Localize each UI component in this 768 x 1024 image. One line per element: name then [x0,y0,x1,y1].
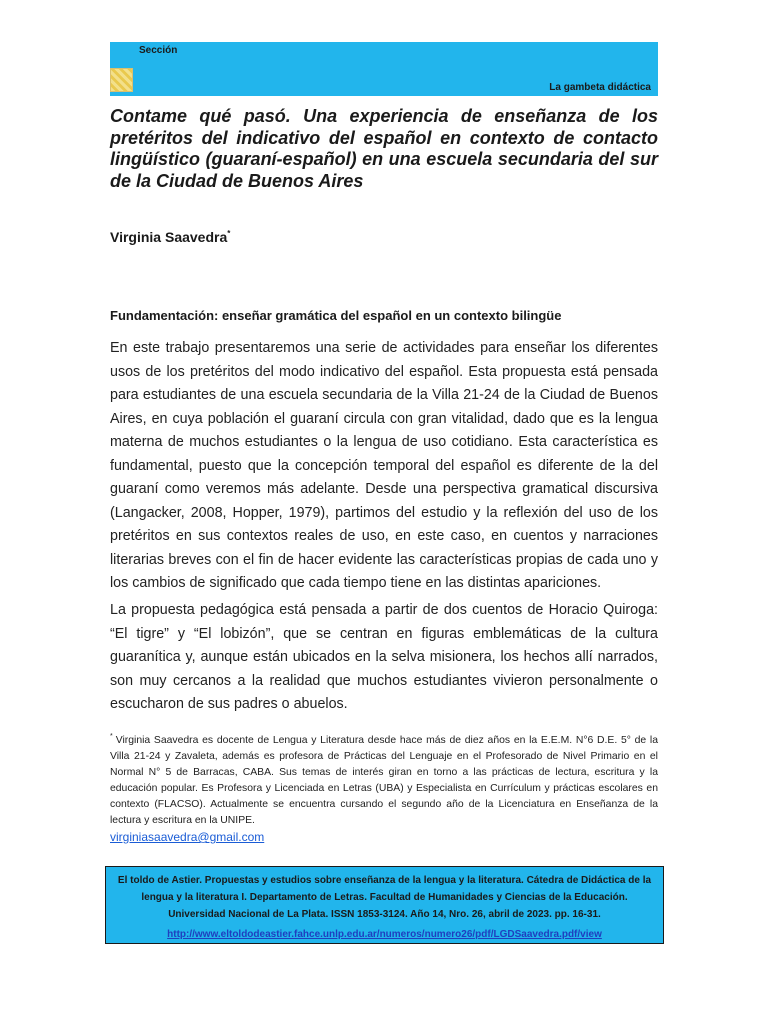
author-name [110,229,230,245]
citation-box [105,866,664,944]
article-url-link[interactable]: http://www.eltoldodeastier.fahce.unlp.edu.ar/numeros/numero26/pdf/LGDSaavedra.pdf/view [167,929,602,940]
author-name-text: Virginia Saavedra [110,229,228,245]
author-footnote [110,729,658,847]
author-email-link[interactable]: virginiasaavedra@gmail.com [110,830,265,844]
section-header-bar [110,42,658,96]
body-paragraph: En este trabajo presentaremos una serie de actividades para enseñar los diferentes usos de los pretéritos del modo indicativo del español. Esta propuesta está pensada para estudiantes de una escuela secundaria de la Villa 21-24 de la Ciudad de Buenos Aires, en cuya población el guaraní circula con gran vitalidad, dado que es la lengua materna de muchos estudiantes o la lengua de uso cotidiano. Esta característica es fundamental, puesto que la concepción temporal del español es diferente de la del guaraní como veremos más adelante. Desde una perspectiva gramatical discursiva (Langacker, 2008, Hopper, 1979), partimos del estudio y la reflexión del uso de los pretéritos en sus contextos reales de uso, en este caso, en cuentos y narraciones literarias breves con el fin de hacer evidente las características propias de cada uno y los cambios de significado que cada tiempo tiene en las distintas apariciones. [110,340,658,591]
body-paragraph: La propuesta pedagógica está pensada a partir de dos cuentos de Horacio Quiroga: “El tigre” y “El lobizón”, que se centran en figuras emblemáticas de la cultura guaranítica y, aunque están ubicados en la selva misionera, los hechos allí narrados, son muy cercanos a la realidad que muchos estudiantes vivieron personalmente o escucharon de sus padres o abuelos. [110,602,658,712]
article-title: Contame qué pasó. Una experiencia de enseñanza de los pretéritos del indicativo del español en contexto de contacto lingüístico (guaraní-español) en una escuela secundaria del sur de la Ciudad de Buenos Aires [110,106,658,191]
header-thumbnail-image [110,68,133,92]
section-label: Sección [139,45,178,56]
column-label: La gambeta didáctica [549,82,651,93]
citation-text: El toldo de Astier. Propuestas y estudios sobre enseñanza de la lengua y la literatura. Cátedra de Didáctica de la lengua y la literatura I. Departamento de Letras. Facultad de Humanidades y Ciencias de la Educación. Universidad Nacional de La Plata. ISSN 1853-3124. Año 14, Nro. 26, abril de 2023. pp. 16-31. [117,875,652,920]
section-heading: Fundamentación: enseñar gramática del español en un contexto bilingüe [110,308,562,323]
author-footnote-mark[interactable]: * [227,229,231,238]
footnote-text: Virginia Saavedra es docente de Lengua y Literatura desde hace más de diez años en la E.E.M. N°6 D.E. 5° de la Villa 21-24 y Zavaleta, además es profesora de Prácticas del Lenguaje en el Profesorado de Nivel Primario en el Normal N° 5 de Barracas, CABA. Sus temas de interés giran en torno a las prácticas de lectura, escritura y la educación popular. Es Profesora y Licenciada en Letras (UBA) y Especialista en Currículum y prácticas escolares en contexto (FLACSO). Actualmente se encuentra cursando el segundo año de la Licenciatura en Enseñanza de la lectura y escritura en la UNIPE. [110,735,658,826]
footnote-mark: * [110,733,113,740]
